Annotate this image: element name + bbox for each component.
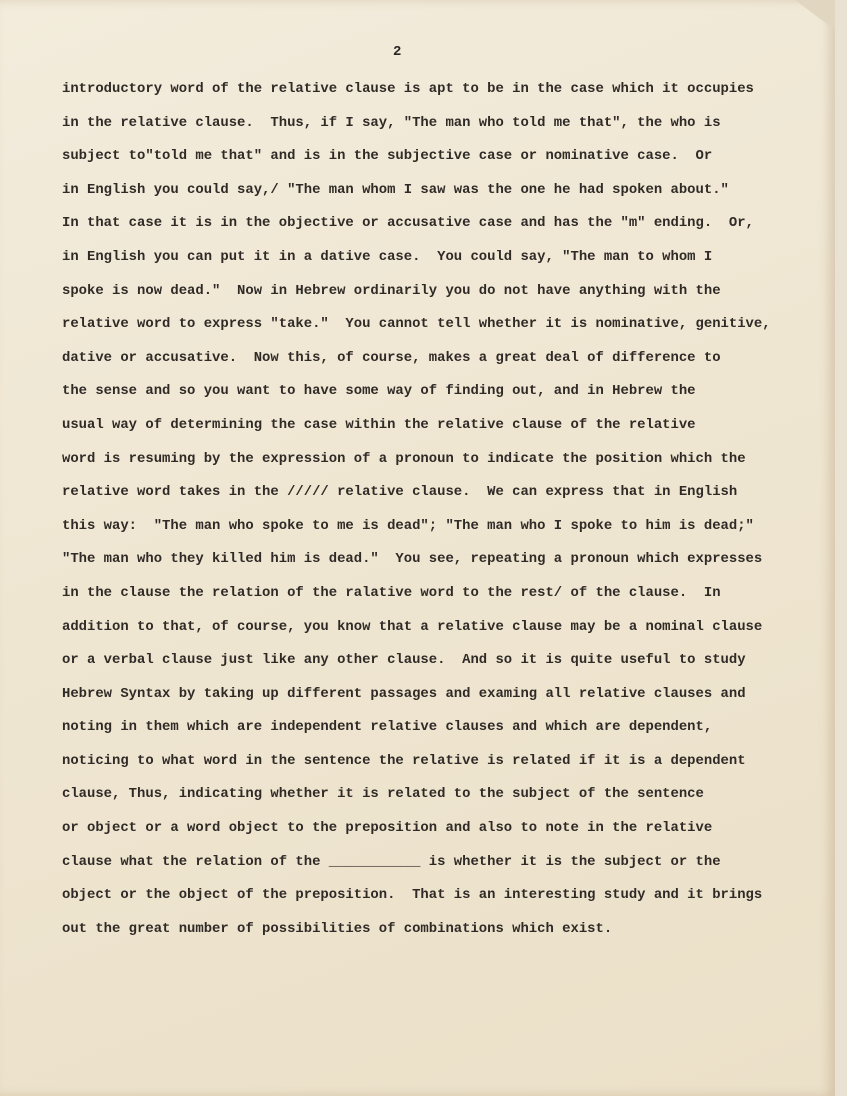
text-line: introductory word of the relative clause is apt to be in the case which it occupies [62, 81, 754, 97]
text-line: word is resuming by the expression of a pronoun to indicate the position which the [62, 450, 746, 467]
text-line: or object or a word object to the preposition and also to note in the relative [62, 820, 713, 837]
text-line: relative word to express "take." You cannot tell whether it is nominative, genitive, [62, 316, 771, 333]
text-line: relative word takes in the ///// relative clause. We can express that in English [62, 484, 738, 501]
text-line: in the clause the relation of the ralative word to the rest/ of the clause. In [62, 584, 721, 601]
text-line: or a verbal clause just like any other clause. And so it is quite useful to study [62, 652, 746, 669]
text-line: usual way of determining the case within the relative clause of the relative [62, 416, 696, 433]
body-text [62, 73, 771, 946]
text-line: addition to that, of course, you know that a relative clause may be a nominal clause [62, 618, 763, 635]
folded-corner [795, 0, 835, 30]
text-line: in English you can put it in a dative case. You could say, "The man to whom I [62, 248, 713, 265]
text-line: noticing to what word in the sentence the relative is related if it is a dependent [62, 752, 746, 769]
text-line: spoke is now dead." Now in Hebrew ordinarily you do not have anything with the [62, 282, 721, 299]
text-line: "The man who they killed him is dead." You see, repeating a pronoun which expresses [62, 551, 763, 568]
text-line: in the relative clause. Thus, if I say, "The man who told me that", the who is [62, 114, 721, 131]
text-line: noting in them which are independent relative clauses and which are dependent, [62, 719, 713, 736]
text-line: this way: "The man who spoke to me is dead"; "The man who I spoke to him is dead;" [62, 517, 754, 534]
page-number: 2 [393, 44, 402, 60]
text-line: Hebrew Syntax by taking up different passages and examing all relative clauses and [62, 685, 746, 702]
text-line: the sense and so you want to have some way of finding out, and in Hebrew the [62, 383, 696, 400]
text-line: out the great number of possibilities of combinations which exist. [62, 920, 613, 937]
text-line: In that case it is in the objective or accusative case and has the "m" ending. Or, [62, 215, 754, 232]
text-line: object or the object of the preposition. That is an interesting study and it brings [62, 887, 763, 904]
text-line: in English you could say,/ "The man whom I saw was the one he had spoken about." [62, 181, 729, 198]
text-line: clause what the relation of the ___________ is whether it is the subject or the [62, 853, 721, 870]
text-line: dative or accusative. Now this, of course, makes a great deal of difference to [62, 349, 721, 366]
text-line: clause, Thus, indicating whether it is related to the subject of the sentence [62, 786, 704, 803]
text-line: subject to"told me that" and is in the subjective case or nominative case. Or [62, 148, 713, 165]
